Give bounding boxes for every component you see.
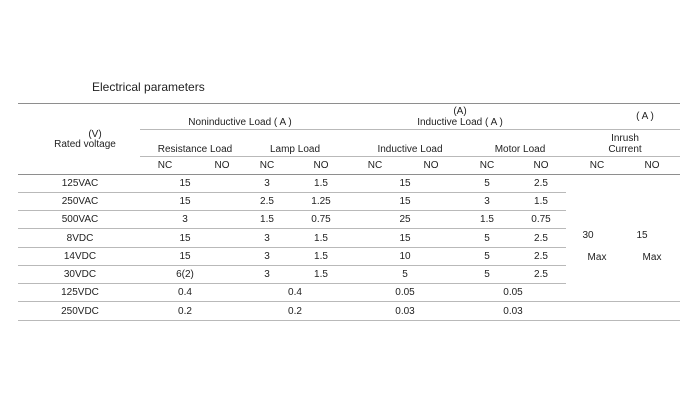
row-rule — [18, 192, 566, 193]
rated-voltage-cell: 500VAC — [61, 214, 99, 225]
inrush-nc-value: 30 — [582, 230, 594, 241]
inrush-no-value: 15 — [636, 230, 648, 241]
inrush-nc-max: Max — [587, 252, 607, 263]
nc-header: NC — [589, 160, 605, 171]
inductive-nc-cell: 5 — [402, 269, 408, 280]
nc-header: NC — [479, 160, 495, 171]
inductive-load-header: Inductive Load ( A ) — [417, 117, 503, 128]
header-bottom-rule — [18, 174, 680, 175]
section-title: Electrical parameters — [92, 80, 205, 94]
lamp-load-header: Lamp Load — [269, 144, 321, 155]
nc-header: NC — [259, 160, 275, 171]
inductive-nc-cell: 15 — [399, 178, 411, 189]
lamp-nc-cell: 3 — [264, 178, 270, 189]
rated-voltage-cell: 250VDC — [61, 306, 99, 317]
row-rule — [18, 247, 566, 248]
resistance-nc-cell: 15 — [179, 178, 191, 189]
nc-header: NC — [157, 160, 173, 171]
rated-voltage-cell: 14VDC — [63, 251, 97, 262]
motor-nc-cell: 5 — [484, 251, 490, 262]
inductive-nc-cell: 15 — [399, 196, 411, 207]
inductive-load-unit: (A) — [453, 106, 467, 117]
table-top-rule — [18, 103, 680, 104]
noninductive-load-header: Noninductive Load ( A ) — [188, 117, 292, 128]
row-rule — [18, 283, 566, 284]
lamp-no-cell: 1.5 — [314, 269, 328, 280]
no-header: NO — [214, 160, 230, 171]
row-rule — [18, 265, 566, 266]
motor-nc-cell: 5 — [484, 178, 490, 189]
rated-voltage-cell: 8VDC — [66, 233, 94, 244]
inductive-load-subheader: Inductive Load — [377, 144, 443, 155]
resistance-nc-cell: 15 — [179, 251, 191, 262]
inductive-nc-cell: 25 — [399, 214, 411, 225]
row-rule — [18, 228, 566, 229]
no-header: NO — [644, 160, 660, 171]
motor-nc-cell: 5 — [484, 269, 490, 280]
resistance-load-header: Resistance Load — [157, 144, 233, 155]
lamp-nc-cell: 3 — [264, 269, 270, 280]
lamp-nc-cell: 1.5 — [260, 214, 274, 225]
motor-no-cell: 2.5 — [534, 178, 548, 189]
resistance-nc-cell: 15 — [179, 233, 191, 244]
motor-nc-cell: 1.5 — [480, 214, 494, 225]
inductive-nc-cell: 15 — [399, 233, 411, 244]
nc-header: NC — [367, 160, 383, 171]
lamp-cell: 0.4 — [288, 287, 302, 298]
rated-voltage-cell: 250VAC — [61, 196, 99, 207]
header-rule-1 — [140, 129, 680, 130]
motor-no-cell: 2.5 — [534, 269, 548, 280]
lamp-nc-cell: 2.5 — [260, 196, 274, 207]
motor-no-cell: 1.5 — [534, 196, 548, 207]
row-rule — [18, 210, 566, 211]
lamp-no-cell: 0.75 — [311, 214, 331, 225]
rated-voltage-unit: (V) — [88, 129, 102, 140]
resistance-nc-cell: 15 — [179, 196, 191, 207]
motor-no-cell: 2.5 — [534, 251, 548, 262]
lamp-nc-cell: 3 — [264, 233, 270, 244]
row-rule — [18, 320, 680, 321]
motor-nc-cell: 3 — [484, 196, 490, 207]
inductive-nc-cell: 10 — [399, 251, 411, 262]
inrush-no-max: Max — [642, 252, 662, 263]
resistance-cell: 0.2 — [178, 306, 192, 317]
no-header: NO — [533, 160, 549, 171]
motor-nc-cell: 5 — [484, 233, 490, 244]
motor-cell: 0.03 — [503, 306, 523, 317]
resistance-nc-cell: 6(2) — [176, 269, 194, 280]
inrush-label-line2: Current — [608, 144, 642, 155]
rated-voltage-label: Rated voltage — [54, 139, 116, 150]
inrush-unit: ( A ) — [636, 111, 654, 122]
inductive-cell: 0.05 — [395, 287, 415, 298]
inductive-cell: 0.03 — [395, 306, 415, 317]
header-rule-2 — [140, 156, 680, 157]
lamp-nc-cell: 3 — [264, 251, 270, 262]
no-header: NO — [423, 160, 439, 171]
motor-no-cell: 2.5 — [534, 233, 548, 244]
inrush-label-line1: Inrush — [611, 133, 639, 144]
resistance-cell: 0.4 — [178, 287, 192, 298]
rated-voltage-cell: 125VAC — [61, 178, 99, 189]
lamp-no-cell: 1.25 — [311, 196, 331, 207]
lamp-cell: 0.2 — [288, 306, 302, 317]
lamp-no-cell: 1.5 — [314, 233, 328, 244]
resistance-nc-cell: 3 — [182, 214, 188, 225]
rated-voltage-cell: 125VDC — [61, 287, 99, 298]
rated-voltage-cell: 30VDC — [63, 269, 97, 280]
motor-cell: 0.05 — [503, 287, 523, 298]
motor-load-header: Motor Load — [494, 144, 546, 155]
row-rule — [18, 301, 680, 302]
lamp-no-cell: 1.5 — [314, 178, 328, 189]
lamp-no-cell: 1.5 — [314, 251, 328, 262]
no-header: NO — [313, 160, 329, 171]
motor-no-cell: 0.75 — [531, 214, 551, 225]
